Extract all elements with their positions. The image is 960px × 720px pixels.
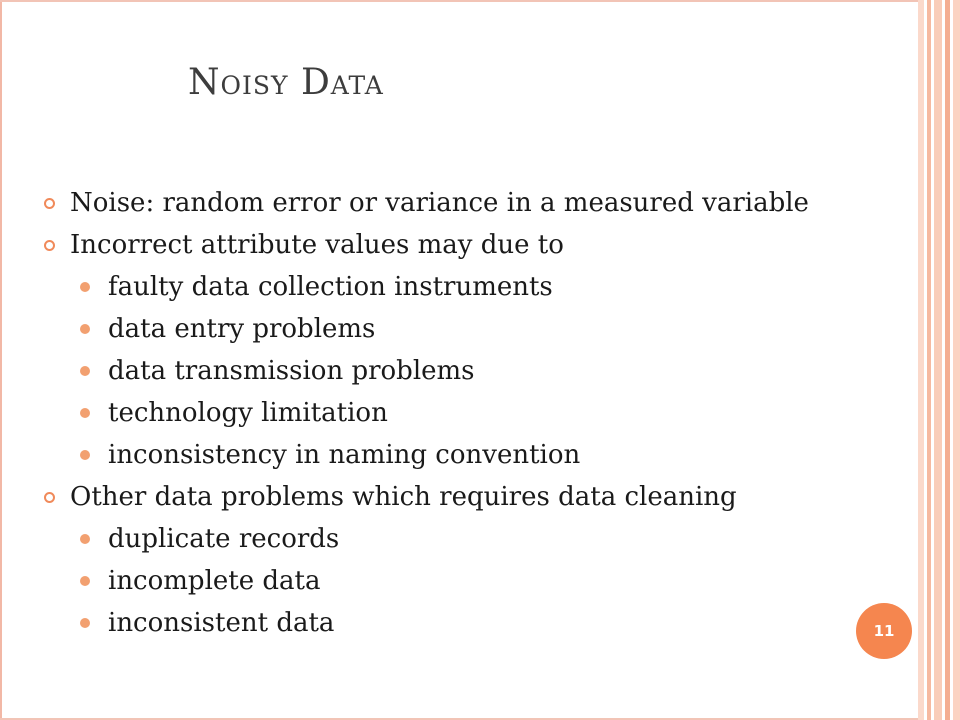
list-item xyxy=(44,266,904,308)
list-item xyxy=(44,518,904,560)
page-number-badge xyxy=(856,603,912,659)
bullet-text: data transmission problems xyxy=(108,356,475,386)
ring-bullet-icon xyxy=(44,198,55,209)
bullet-text: incomplete data xyxy=(108,566,321,596)
bullet-text: inconsistency in naming convention xyxy=(108,440,581,470)
ring-bullet-icon xyxy=(44,240,55,251)
list-item xyxy=(44,224,904,266)
stripe xyxy=(927,0,931,720)
decorative-stripes xyxy=(918,0,960,720)
bullet-text: inconsistent data xyxy=(108,608,335,638)
dot-bullet-icon xyxy=(80,366,90,376)
list-item xyxy=(44,602,904,644)
bullet-text: technology limitation xyxy=(108,398,388,428)
list-item xyxy=(44,434,904,476)
bullet-text: Incorrect attribute values may due to xyxy=(70,230,564,260)
bullet-list xyxy=(44,182,904,644)
list-item xyxy=(44,560,904,602)
bullet-text: faulty data collection instruments xyxy=(108,272,553,302)
list-item xyxy=(44,392,904,434)
list-item xyxy=(44,308,904,350)
bullet-text: Other data problems which requires data cleaning xyxy=(70,482,737,512)
ring-bullet-icon xyxy=(44,492,55,503)
bullet-text: Noise: random error or variance in a measured variable xyxy=(70,188,809,218)
dot-bullet-icon xyxy=(80,450,90,460)
list-item xyxy=(44,182,904,224)
stripe xyxy=(945,0,950,720)
dot-bullet-icon xyxy=(80,282,90,292)
dot-bullet-icon xyxy=(80,408,90,418)
stripe xyxy=(918,0,924,720)
dot-bullet-icon xyxy=(80,618,90,628)
list-item xyxy=(44,350,904,392)
bullet-text: duplicate records xyxy=(108,524,340,554)
bullet-text: data entry problems xyxy=(108,314,376,344)
list-item xyxy=(44,476,904,518)
dot-bullet-icon xyxy=(80,576,90,586)
dot-bullet-icon xyxy=(80,534,90,544)
top-border-line xyxy=(0,0,918,2)
page-number: 11 xyxy=(873,622,895,640)
dot-bullet-icon xyxy=(80,324,90,334)
stripe xyxy=(934,0,942,720)
slide-title: Noisy Data xyxy=(188,62,384,103)
stripe xyxy=(953,0,960,720)
left-border-line xyxy=(0,0,2,720)
